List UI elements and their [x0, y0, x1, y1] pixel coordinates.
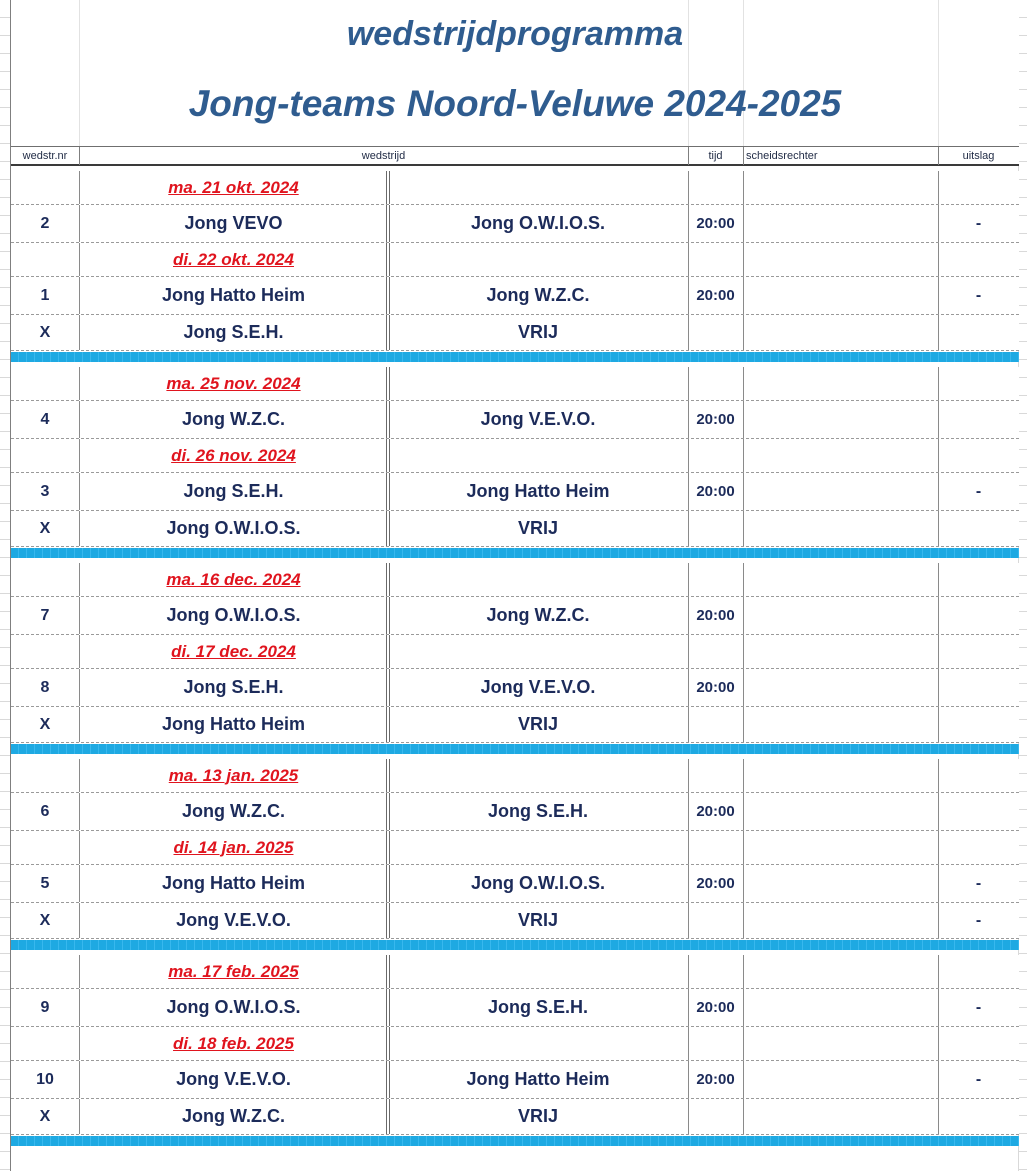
referee-cell[interactable] — [743, 277, 938, 314]
referee-cell[interactable] — [743, 1061, 938, 1098]
column-divider — [743, 563, 744, 596]
column-divider — [743, 955, 744, 988]
match-date: ma. 17 feb. 2025 — [168, 961, 299, 981]
column-divider — [743, 511, 744, 546]
date-row — [11, 243, 1019, 277]
match-row — [11, 793, 1019, 831]
page-subtitle: Jong-teams Noord-Veluwe 2024-2025 — [188, 83, 842, 124]
home-team: Jong V.E.V.O. — [176, 1069, 291, 1089]
result-cell[interactable]: - — [975, 482, 982, 500]
match-date-cell — [79, 171, 388, 204]
date-row — [11, 831, 1019, 865]
match-time: 20:00 — [696, 411, 735, 428]
date-row — [11, 759, 1019, 793]
column-divider — [688, 759, 689, 792]
round-separator-bar — [11, 744, 1019, 754]
bye-marker: X — [39, 715, 51, 733]
match-row — [11, 669, 1019, 707]
column-divider — [743, 367, 744, 400]
result-cell[interactable]: - — [975, 874, 982, 892]
away-team: Jong O.W.I.O.S. — [470, 213, 605, 233]
home-team: Jong O.W.I.O.S. — [166, 997, 301, 1017]
column-divider — [688, 563, 689, 596]
match-date-cell — [79, 243, 388, 276]
bye-marker: X — [39, 1107, 51, 1125]
match-row — [11, 277, 1019, 315]
home-team: Jong Hatto Heim — [161, 285, 305, 305]
round-separator-bar — [11, 548, 1019, 558]
column-divider — [743, 1099, 744, 1134]
column-divider — [688, 903, 689, 938]
home-team: Jong Hatto Heim — [161, 873, 305, 893]
result-cell[interactable] — [938, 1099, 1019, 1134]
match-time: 20:00 — [696, 607, 735, 624]
column-divider — [743, 759, 744, 792]
away-team: Jong V.E.V.O. — [480, 677, 596, 697]
referee-cell[interactable] — [743, 669, 938, 706]
referee-cell[interactable] — [743, 473, 938, 510]
match-row — [11, 989, 1019, 1027]
match-date-cell — [79, 563, 388, 596]
result-cell[interactable] — [938, 315, 1019, 350]
date-row — [11, 563, 1019, 597]
away-team: Jong S.E.H. — [487, 997, 588, 1017]
column-divider — [743, 315, 744, 350]
result-cell[interactable] — [938, 511, 1019, 546]
column-divider — [743, 831, 744, 864]
column-divider — [688, 831, 689, 864]
bye-team: Jong V.E.V.O. — [176, 910, 291, 930]
match-number: 8 — [40, 678, 50, 696]
match-date: di. 22 okt. 2024 — [173, 249, 294, 269]
away-team: Jong W.Z.C. — [486, 605, 590, 625]
match-date: ma. 13 jan. 2025 — [168, 765, 299, 785]
match-date: ma. 21 okt. 2024 — [168, 177, 299, 197]
header-divider — [743, 147, 744, 165]
match-time: 20:00 — [696, 803, 735, 820]
bye-label: VRIJ — [517, 518, 559, 538]
match-number: 10 — [36, 1070, 54, 1088]
column-divider — [688, 955, 689, 988]
schedule-document — [10, 0, 1018, 1171]
column-divider — [743, 171, 744, 204]
column-divider — [743, 1027, 744, 1060]
match-date: di. 26 nov. 2024 — [171, 445, 296, 465]
match-date-cell — [79, 1027, 388, 1060]
home-team: Jong W.Z.C. — [182, 801, 285, 821]
column-divider — [938, 563, 939, 596]
match-date: ma. 16 dec. 2024 — [166, 569, 301, 589]
date-row — [11, 1027, 1019, 1061]
bye-row — [11, 315, 1019, 351]
bye-marker: X — [39, 911, 51, 929]
result-cell[interactable]: - — [975, 214, 982, 232]
result-cell[interactable] — [938, 401, 1019, 438]
result-cell[interactable] — [938, 793, 1019, 830]
column-divider — [938, 831, 939, 864]
referee-cell[interactable] — [743, 205, 938, 242]
match-row — [11, 205, 1019, 243]
match-row — [11, 473, 1019, 511]
match-number: 9 — [40, 998, 50, 1016]
bye-team: Jong O.W.I.O.S. — [166, 518, 301, 538]
match-number: 5 — [40, 874, 50, 892]
home-team: Jong O.W.I.O.S. — [166, 605, 301, 625]
referee-cell[interactable] — [743, 597, 938, 634]
column-divider — [938, 759, 939, 792]
column-divider — [688, 707, 689, 742]
match-date-cell — [79, 367, 388, 400]
match-date-cell — [79, 759, 388, 792]
result-cell[interactable]: - — [975, 998, 982, 1016]
home-team: Jong VEVO — [184, 213, 283, 233]
bye-team: Jong Hatto Heim — [161, 714, 305, 734]
column-divider — [743, 707, 744, 742]
bye-team: Jong W.Z.C. — [182, 1106, 285, 1126]
match-date-cell — [79, 635, 388, 668]
away-team: Jong V.E.V.O. — [480, 409, 596, 429]
referee-cell[interactable] — [743, 989, 938, 1026]
bye-row — [11, 1099, 1019, 1135]
match-row — [11, 865, 1019, 903]
result-cell[interactable] — [938, 707, 1019, 742]
column-header-row — [11, 146, 1019, 166]
bye-label: VRIJ — [517, 1106, 559, 1126]
match-time: 20:00 — [696, 875, 735, 892]
referee-cell[interactable] — [743, 865, 938, 902]
column-divider — [688, 635, 689, 668]
match-time: 20:00 — [696, 483, 735, 500]
column-divider — [938, 243, 939, 276]
match-date: di. 18 feb. 2025 — [173, 1033, 294, 1053]
date-row — [11, 367, 1019, 401]
column-divider — [938, 635, 939, 668]
match-date: di. 14 jan. 2025 — [173, 837, 294, 857]
home-team: Jong S.E.H. — [183, 677, 284, 697]
column-divider — [688, 315, 689, 350]
home-team: Jong S.E.H. — [183, 481, 284, 501]
column-divider — [688, 243, 689, 276]
result-cell[interactable]: - — [975, 911, 982, 929]
home-team: Jong W.Z.C. — [182, 409, 285, 429]
column-divider — [743, 243, 744, 276]
match-number: 2 — [40, 214, 50, 232]
match-number: 3 — [40, 482, 50, 500]
title-area — [11, 0, 1019, 146]
round-separator-bar — [11, 1136, 1019, 1146]
date-row — [11, 955, 1019, 989]
column-divider — [938, 171, 939, 204]
match-date: di. 17 dec. 2024 — [171, 641, 296, 661]
match-time: 20:00 — [696, 679, 735, 696]
result-cell[interactable]: - — [975, 1070, 982, 1088]
match-row — [11, 1061, 1019, 1099]
bye-row — [11, 511, 1019, 547]
away-team: Jong S.E.H. — [487, 801, 588, 821]
match-row — [11, 401, 1019, 439]
column-divider — [938, 367, 939, 400]
page-title: wedstrijdprogramma — [346, 15, 684, 53]
header-referee: scheidsrechter — [746, 150, 818, 162]
header-result: uitslag — [962, 150, 995, 162]
match-date-cell — [79, 955, 388, 988]
column-divider — [743, 439, 744, 472]
date-row — [11, 171, 1019, 205]
bye-team: Jong S.E.H. — [183, 322, 284, 342]
schedule-rows — [11, 166, 1019, 1171]
match-date-cell — [79, 439, 388, 472]
away-team: Jong O.W.I.O.S. — [470, 873, 605, 893]
column-divider — [688, 367, 689, 400]
match-number: 4 — [40, 410, 50, 428]
column-divider — [743, 635, 744, 668]
column-divider — [688, 1099, 689, 1134]
bye-row — [11, 707, 1019, 743]
referee-cell[interactable] — [743, 401, 938, 438]
result-cell[interactable] — [938, 597, 1019, 634]
date-row — [11, 439, 1019, 473]
result-cell[interactable] — [938, 669, 1019, 706]
match-row — [11, 597, 1019, 635]
match-time: 20:00 — [696, 215, 735, 232]
header-match: wedstrijd — [361, 150, 406, 162]
date-row — [11, 635, 1019, 669]
match-date-cell — [79, 831, 388, 864]
away-team: Jong Hatto Heim — [466, 1069, 610, 1089]
bye-row — [11, 903, 1019, 939]
column-divider — [938, 439, 939, 472]
bye-marker: X — [39, 519, 51, 537]
away-team: Jong Hatto Heim — [466, 481, 610, 501]
column-divider — [688, 511, 689, 546]
round-separator-bar — [11, 352, 1019, 362]
column-divider — [688, 171, 689, 204]
match-number: 7 — [40, 606, 50, 624]
match-time: 20:00 — [696, 1071, 735, 1088]
header-nr: wedstr.nr — [22, 150, 68, 162]
match-time: 20:00 — [696, 287, 735, 304]
column-divider — [938, 955, 939, 988]
bye-label: VRIJ — [517, 322, 559, 342]
match-number: 6 — [40, 802, 50, 820]
column-divider — [938, 1027, 939, 1060]
match-number: 1 — [40, 286, 50, 304]
column-divider — [688, 439, 689, 472]
bye-label: VRIJ — [517, 910, 559, 930]
column-divider — [688, 1027, 689, 1060]
match-date: ma. 25 nov. 2024 — [166, 373, 301, 393]
bye-marker: X — [39, 323, 51, 341]
header-time: tijd — [708, 150, 723, 162]
match-time: 20:00 — [696, 999, 735, 1016]
round-separator-bar — [11, 940, 1019, 950]
referee-cell[interactable] — [743, 793, 938, 830]
bye-label: VRIJ — [517, 714, 559, 734]
result-cell[interactable]: - — [975, 286, 982, 304]
column-divider — [743, 903, 744, 938]
away-team: Jong W.Z.C. — [486, 285, 590, 305]
